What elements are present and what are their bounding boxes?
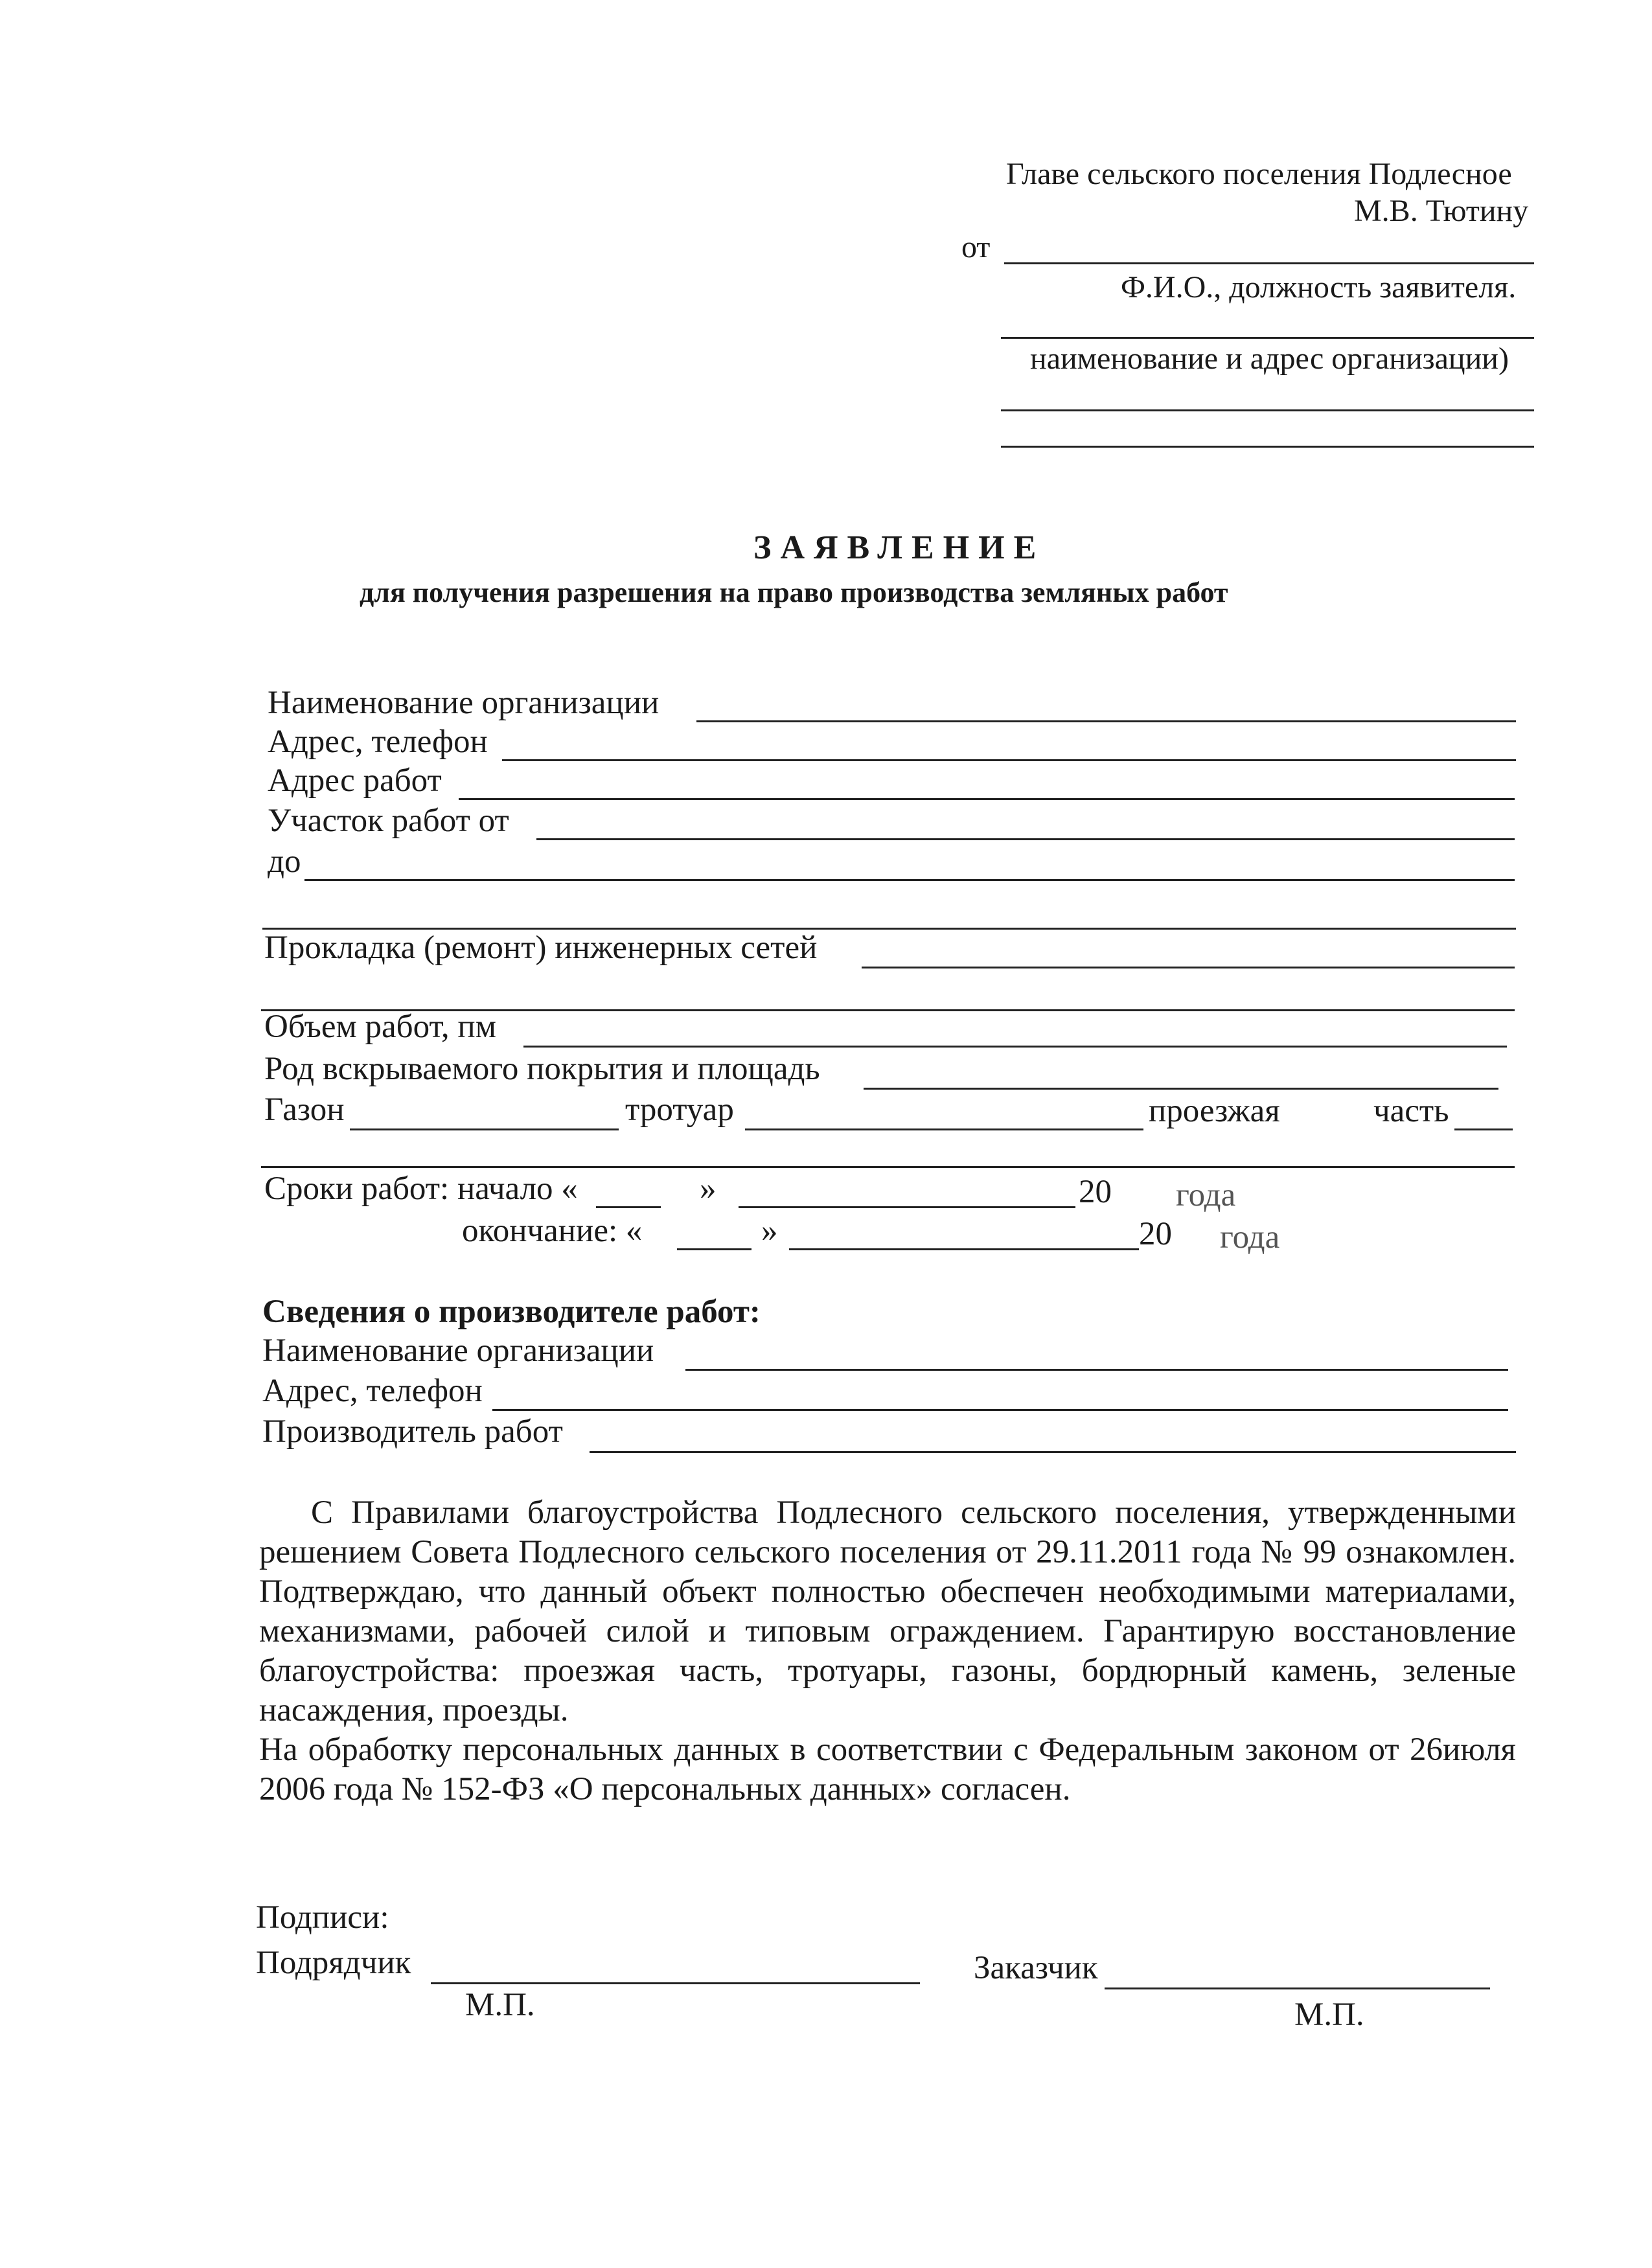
org-name-field[interactable] [696,720,1516,722]
agreement-text [259,1493,1516,1809]
from-caption: Ф.И.О., должность заявителя. [1121,270,1517,304]
producer-label: Производитель работ [262,1414,563,1450]
start-month-field[interactable] [739,1206,1075,1208]
section-from-field[interactable] [536,838,1515,840]
end-year-prefix: 20 [1139,1216,1172,1252]
start-quote-close: » [700,1171,717,1207]
org-field-line[interactable] [1001,337,1534,339]
work-address-label: Адрес работ [268,762,442,799]
signatures-label: Подписи: [256,1899,389,1936]
end-quote-close: » [761,1213,778,1249]
start-year-prefix: 20 [1079,1174,1112,1210]
section-to-field[interactable] [304,879,1515,881]
contractor-address-label: Адрес, телефон [262,1373,483,1409]
org-caption: наименование и адрес организации) [1030,341,1509,376]
customer-signature-field[interactable] [1105,1987,1490,1989]
end-day-field[interactable] [677,1248,751,1250]
end-month-field[interactable] [789,1248,1139,1250]
work-address-field[interactable] [459,798,1515,800]
address-phone-field[interactable] [502,759,1516,761]
contractor-signature-field[interactable] [431,1982,920,1984]
volume-label: Объем работ, пм [264,1009,496,1045]
section-from-label: Участок работ от [268,803,509,839]
addressee-line1: Главе сельского поселения Подлесное [1006,157,1512,191]
document-subtitle: для получения разрешения на право производства земляных работ [360,577,1228,608]
lawn-label: Газон [264,1092,345,1128]
end-year-word: года [1220,1219,1280,1255]
terms-start-label: Сроки работ: начало « [264,1171,578,1207]
volume-field[interactable] [523,1046,1507,1048]
contractor-org-label: Наименование организации [262,1333,654,1369]
roadway-label: проезжая [1149,1093,1280,1129]
sidewalk-label: тротуар [625,1092,734,1128]
contractor-org-field[interactable] [685,1369,1508,1371]
part-label: часть [1373,1093,1449,1129]
address-phone-label: Адрес, телефон [268,724,488,760]
sidewalk-field[interactable] [745,1128,1143,1130]
coating-field[interactable] [864,1088,1498,1090]
agreement-paragraph-rules: С Правилами благоустройства Подлесного сельского поселения, утвержденными решением Совета Подлесного сельского поселения от 29.11.2011 года № 99 ознакомлен. Подтверждаю, что данный объект полностью обеспечен необходимыми материалами, механизмами, рабочей силой и типовым ограждением. Гарантирую восстановление благоустройства: проезжая часть, тротуары, газоны, бордюрный камень, зеленые насаждения, проезды. [259,1495,1516,1728]
from-field-line[interactable] [1004,262,1534,264]
coating-label: Род вскрываемого покрытия и площадь [264,1051,820,1087]
producer-field[interactable] [590,1451,1516,1453]
customer-stamp: М.П. [1294,1997,1364,2033]
from-label: от [961,230,991,264]
contractor-stamp: М.П. [465,1987,535,2023]
contractor-address-field[interactable] [492,1409,1508,1411]
start-day-field[interactable] [596,1206,661,1208]
lawn-field[interactable] [350,1128,619,1130]
customer-signature-label: Заказчик [974,1950,1098,1986]
extra-field-line-2[interactable] [1001,446,1534,448]
laying-field[interactable] [862,967,1515,968]
part-field[interactable] [1454,1128,1513,1130]
lawn-extra-field[interactable] [261,1166,1515,1168]
terms-end-label: окончание: « [462,1213,643,1249]
laying-label: Прокладка (ремонт) инженерных сетей [264,930,818,966]
start-year-word: года [1176,1177,1236,1213]
org-name-label: Наименование организации [268,685,660,721]
document-title: ЗАЯВЛЕНИЕ [753,529,1046,566]
addressee-line2: М.В. Тютину [1354,194,1529,228]
contractor-signature-label: Подрядчик [256,1945,411,1981]
extra-field-line-1[interactable] [1001,409,1534,411]
contractor-heading: Сведения о производителе работ: [262,1294,761,1330]
section-to-label: до [268,843,301,880]
agreement-paragraph-personal-data: На обработку персональных данных в соответствии с Федеральным законом от 26июля 2006 года № 152-ФЗ «О персональных данных» согласен. [259,1732,1516,1807]
